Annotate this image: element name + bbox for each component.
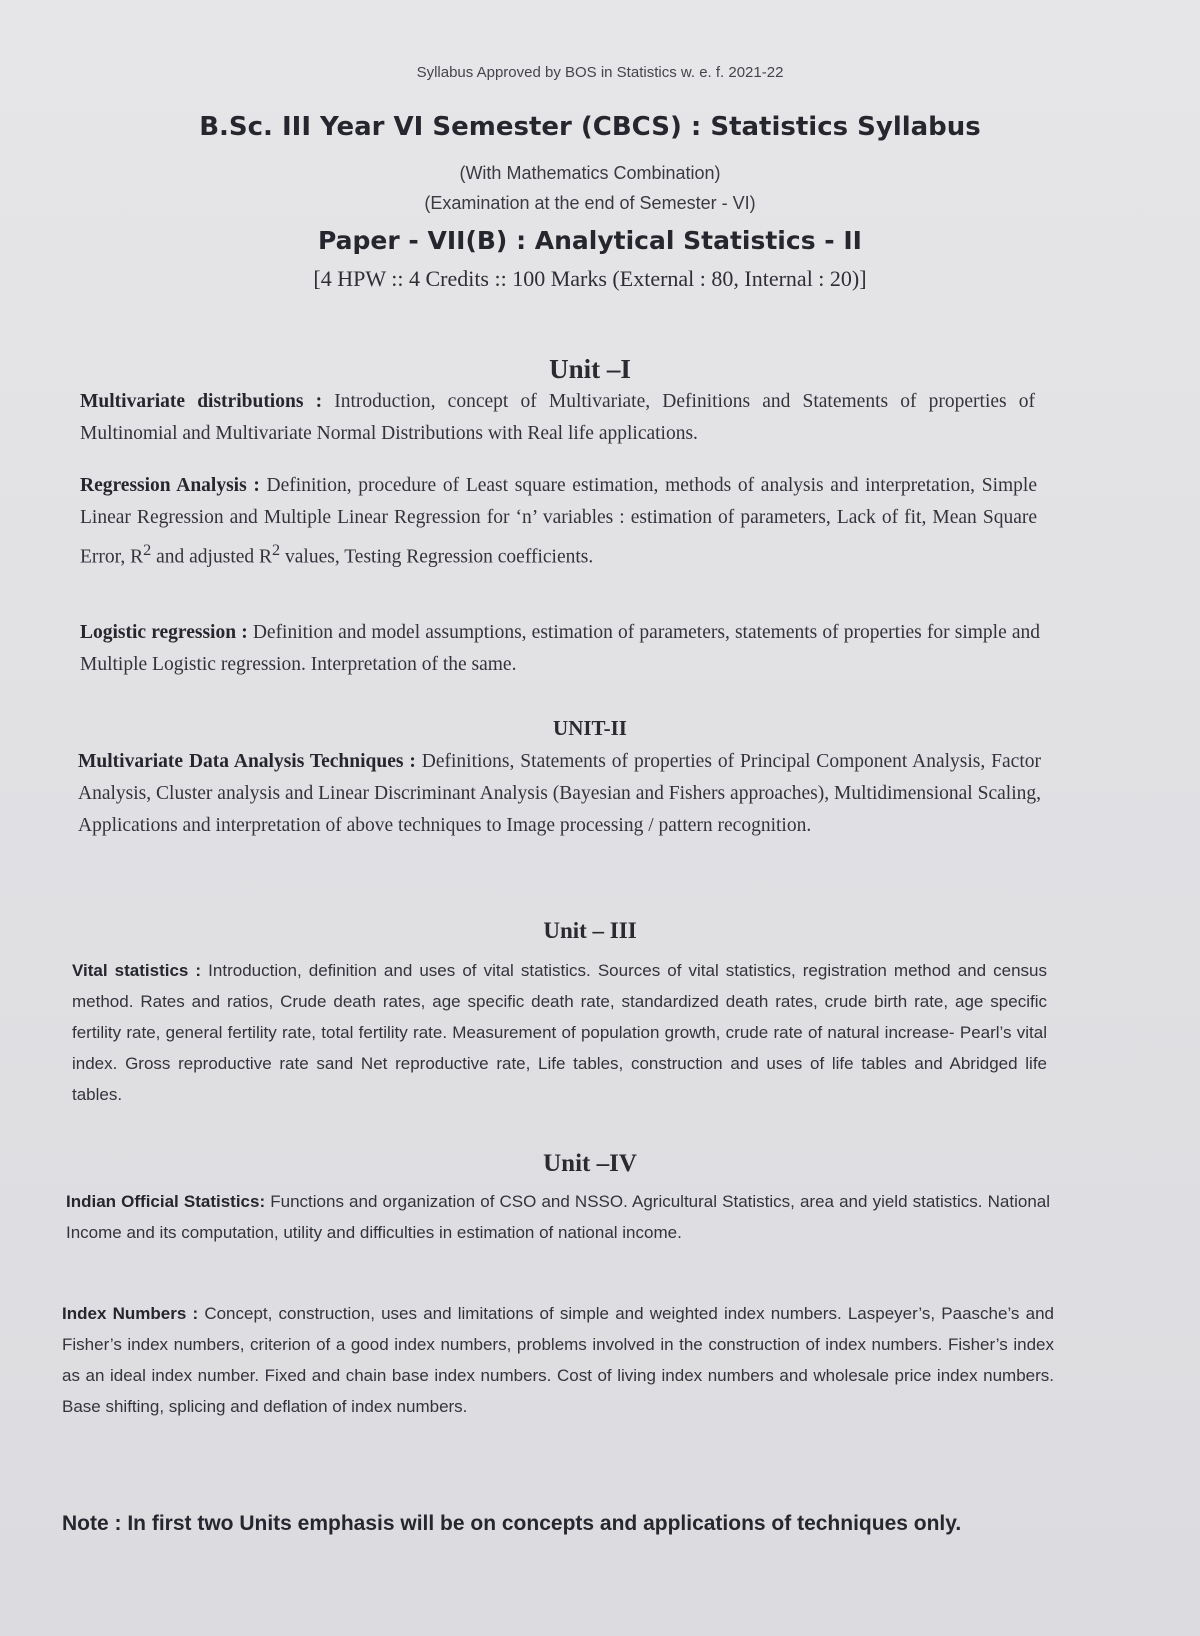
index-numbers-term: Index Numbers : <box>62 1304 199 1323</box>
unit-4-index-numbers-paragraph <box>62 1298 1054 1422</box>
multivariate-data-analysis-term: Multivariate Data Analysis Techniques : <box>78 751 416 772</box>
regression-analysis-text-b: and adjusted R <box>156 546 273 568</box>
unit-3-paragraph <box>72 955 1047 1110</box>
logistic-regression-text: Definition and model assumptions, estimation of parameters, statements of properties for simple and Multiple Logistic regression. Interpretation of the same. <box>80 622 1041 675</box>
syllabus-note: Note : In first two Units emphasis will be on concepts and applications of techniques only. <box>62 1512 962 1535</box>
r-squared-superscript: 2 <box>143 541 152 559</box>
unit-1-heading: Unit –I <box>549 354 631 384</box>
paper-title: Paper - VII(B) : Analytical Statistics - II <box>318 226 862 255</box>
multivariate-data-analysis-text: Definitions, Statements of properties of Principal Component Analysis, Factor Analysis, Cluster analysis and Linear Discriminant Analysis (Bayesian and Fishers approaches), Multidimensional Scaling, Applications and interpretation of above techniques to Image processing / pattern recognition. <box>78 751 1041 836</box>
unit-2-paragraph <box>78 746 1041 842</box>
unit-3-heading: Unit – III <box>543 918 637 943</box>
indian-official-statistics-text: Functions and organization of CSO and NSSO. Agricultural Statistics, area and yield statistics. National Income and its computation, utility and difficulties in estimation of national income. <box>66 1192 1051 1242</box>
regression-analysis-term: Regression Analysis : <box>80 475 260 496</box>
vital-statistics-term: Vital statistics : <box>72 961 202 980</box>
page-title: B.Sc. III Year VI Semester (CBCS) : Statistics Syllabus <box>199 112 981 142</box>
unit-4-heading: Unit –IV <box>543 1150 637 1177</box>
regression-analysis-text-a: Definition, procedure of Least square estimation, methods of analysis and interpretation, Simple Linear Regression and Multiple Linear Regression for ‘n’ variables : estimation of parameters, Lack of fit, Mean Square Error, R <box>80 475 1037 568</box>
logistic-regression-term: Logistic regression : <box>80 622 248 643</box>
unit-1-regression-paragraph <box>80 470 1037 574</box>
indian-official-statistics-term: Indian Official Statistics: <box>66 1192 266 1211</box>
adjusted-r-squared-superscript: 2 <box>272 541 281 559</box>
examination-subtitle: (Examination at the end of Semester - VI) <box>424 193 756 213</box>
vital-statistics-text: Introduction, definition and uses of vital statistics. Sources of vital statistics, registration method and census method. Rates and ratios, Crude death rates, age specific death rate, standardized death rates, crude birth rate, age specific fertility rate, general fertility rate, total fertility rate. Measurement of population growth, crude rate of natural increase- Pearl’s vital index. Gross reproductive rate sand Net reproductive rate, Life tables, construction and uses of life tables and Abridged life tables. <box>72 961 1047 1104</box>
approval-line: Syllabus Approved by BOS in Statistics w. e. f. 2021-22 <box>416 64 784 81</box>
index-numbers-text: Concept, construction, uses and limitations of simple and weighted index numbers. Laspeyer’s, Paasche’s and Fisher’s index numbers, criterion of a good index numbers, problems involved in the construction of index numbers. Fisher’s index as an ideal index number. Fixed and chain base index numbers. Cost of living index numbers and wholesale price index numbers. Base shifting, splicing and deflation of index numbers. <box>62 1304 1054 1416</box>
unit-4-official-statistics-paragraph <box>66 1186 1050 1248</box>
unit-1-logistic-paragraph <box>80 617 1040 681</box>
unit-2-heading: UNIT-II <box>553 716 627 740</box>
combination-subtitle: (With Mathematics Combination) <box>459 163 721 183</box>
credits-line: [4 HPW :: 4 Credits :: 100 Marks (External : 80, Internal : 20)] <box>313 266 867 291</box>
unit-1-multivariate-paragraph <box>80 386 1035 450</box>
multivariate-distributions-text: Introduction, concept of Multivariate, Definitions and Statements of properties of Multinomial and Multivariate Normal Distributions with Real life applications. <box>80 391 1036 444</box>
multivariate-distributions-term: Multivariate distributions : <box>80 391 323 412</box>
regression-analysis-text-c: values, Testing Regression coefficients. <box>285 546 594 568</box>
